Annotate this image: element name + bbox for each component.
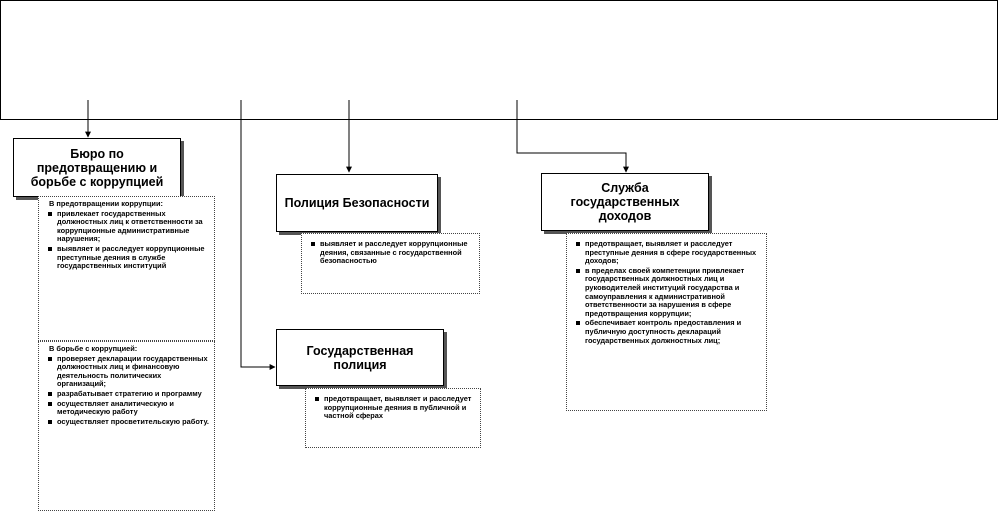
state-police-details	[305, 388, 481, 448]
combat-item: осуществляет просветительскую работу.	[57, 416, 209, 426]
bureau-prevention-box	[38, 196, 215, 341]
connector-to-revenue-service	[517, 100, 626, 172]
revenue-service-item: предотвращает, выявляет и расследует преступные деяния в сфере государственных доходов;	[585, 240, 762, 266]
security-police-item: выявляет и расследует коррупционные деяния, связанные с государственной безопасностью	[320, 240, 475, 266]
state-police-title: Государственная полиция	[306, 343, 414, 372]
revenue-service-box	[541, 173, 709, 231]
connector-to-state-police	[241, 100, 275, 367]
prevention-heading: В предотвращении коррупции:	[49, 199, 163, 208]
bureau-title: Бюро по предотвращению и борьбе с коррупцией	[30, 146, 164, 189]
revenue-service-item: обеспечивает контроль предоставления и публичную доступность деклараций государственных должностных лиц;	[585, 319, 762, 345]
combat-item: разрабатывает стратегию и программу	[57, 390, 210, 399]
combat-heading: В борьбе с коррупцией:	[49, 344, 138, 353]
security-police-box	[276, 174, 438, 232]
combat-item: осуществляет аналитическую и методическую работу	[57, 400, 210, 417]
state-police-item: предотвращает, выявляет и расследует коррупционные деяния в публичной и частной сферах	[324, 395, 476, 421]
prevention-item: привлекает государственных должностных лиц к ответственности за коррупционные административные нарушения;	[57, 210, 210, 244]
revenue-service-item: в пределах своей компетенции привлекает государственных должностных лиц и руководителей институций государства и самоуправления к административной ответственности за нарушения в сфере предотвращения коррупции;	[585, 267, 762, 319]
prevention-item: выявляет и расследует коррупционные преступные деяния в службе государственных институций	[57, 245, 210, 271]
combat-item: проверяет декларации государственных должностных лиц и финансовую деятельность политических организаций;	[57, 355, 210, 389]
bureau-box	[13, 138, 181, 197]
state-police-box	[276, 329, 444, 386]
revenue-service-details	[566, 233, 767, 411]
security-police-title: Полиция Безопасности	[284, 196, 430, 210]
security-police-details	[301, 233, 480, 294]
revenue-service-title: Служба государственных доходов	[570, 181, 680, 223]
bureau-combat-box	[38, 341, 215, 511]
